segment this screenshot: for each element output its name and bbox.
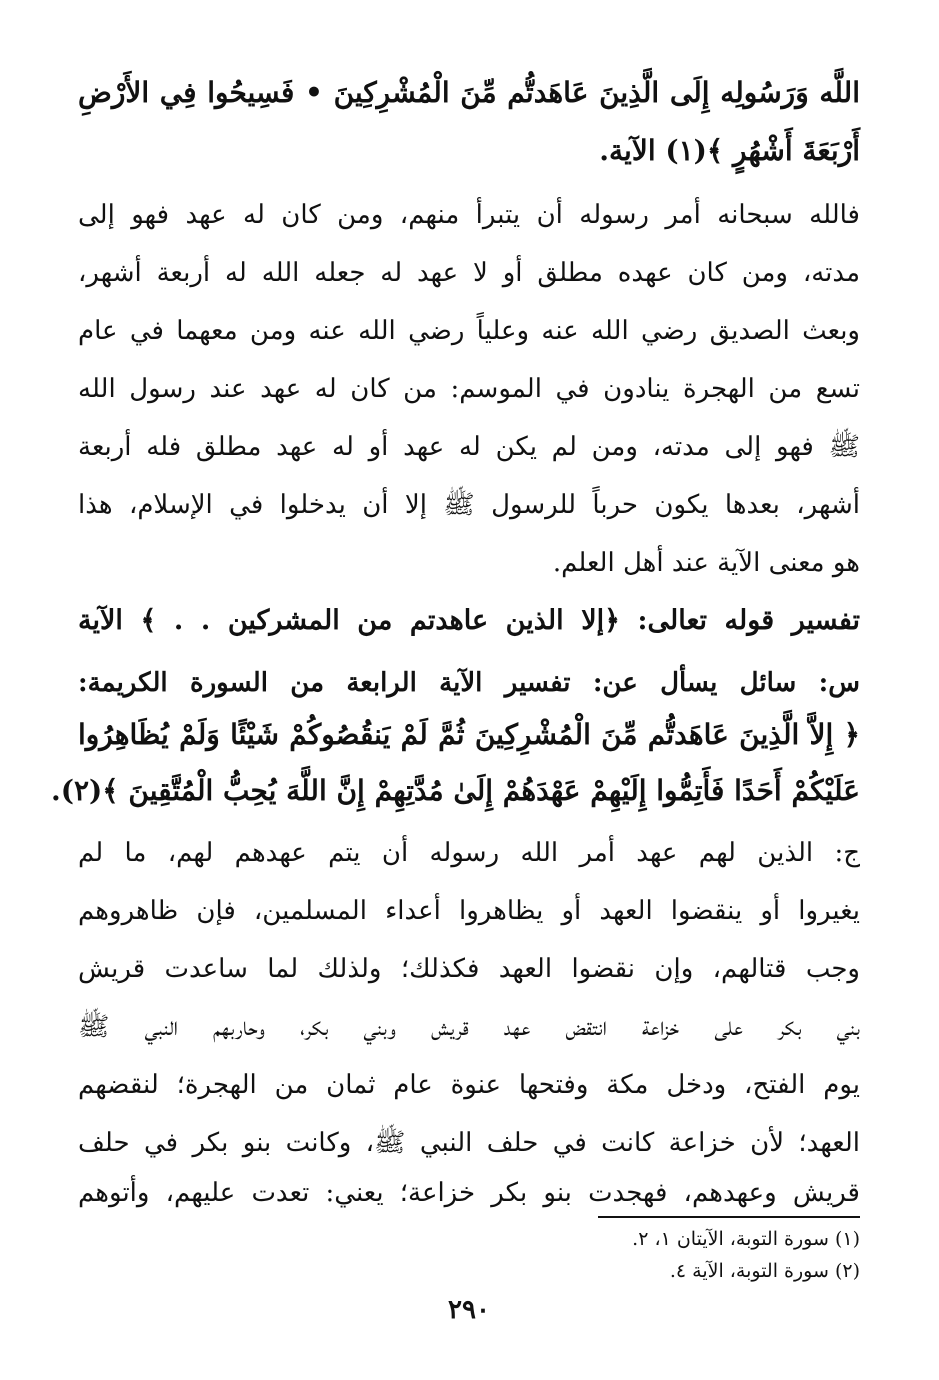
footnote-1: (١) سورة التوبة، الآيتان ١، ٢. — [632, 1228, 860, 1250]
answer-line-6: العهد؛ لأن خزاعة كانت في حلف النبي ﷺ، وكانت بنو بكر في حلف — [78, 1128, 860, 1158]
page-number: ٢٩٠ — [448, 1295, 490, 1325]
answer-line-2: يغيروا أو ينقضوا العهد أو يظاهروا أعداء المسلمين، فإن ظاهروهم — [78, 896, 860, 926]
answer-line-1: ج: الذين لهم عهد أمر الله رسوله أن يتم عهدهم لهم، ما لم — [78, 838, 860, 868]
question-line: س: سائل يسأل عن: تفسير الآية الرابعة من السورة الكريمة: — [78, 668, 860, 698]
paragraph-1-line-1: فالله سبحانه أمر رسوله أن يتبرأ منهم، ومن كان له عهد فهو إلى — [78, 200, 860, 230]
paragraph-1-line-4: تسع من الهجرة ينادون في الموسم: من كان له عهد عند رسول الله — [78, 374, 860, 404]
quoted-verse-line-1: ﴿ إِلاَّ الَّذِينَ عَاهَدتُّم مِّنَ الْمُشْرِكِينَ ثُمَّ لَمْ يَنقُصُوكُمْ شَيْئًا وَلَمْ يُظَاهِرُوا — [78, 718, 860, 751]
paragraph-1-line-5: ﷺ فهو إلى مدته، ومن لم يكن له عهد أو له عهد مطلق فله أربعة — [78, 432, 860, 462]
footnote-2: (٢) سورة التوبة، الآية ٤. — [669, 1260, 860, 1282]
document-page — [50, 62, 860, 1332]
paragraph-1-line-2: مدته، ومن كان عهده مطلق أو لا عهد له جعله الله له أربعة أشهر، — [78, 258, 860, 288]
answer-line-3: وجب قتالهم، وإن نقضوا العهد فكذلك؛ ولذلك لما ساعدت قريش — [78, 954, 860, 984]
footnote-divider — [598, 1216, 860, 1218]
paragraph-1-line-3: وبعث الصديق رضي الله عنه وعلياً رضي الله عنه ومن معهما في عام — [78, 316, 860, 346]
answer-line-5: يوم الفتح، ودخل مكة وفتحها عنوة عام ثمان من الهجرة؛ لنقضهم — [78, 1070, 860, 1100]
section-heading: تفسير قوله تعالى: ﴿إلا الذين عاهدتم من المشركين . . ﴾ الآية — [78, 605, 860, 636]
verse-line-2: أَرْبَعَةَ أَشْهُرٍ ﴾(١) الآية. — [599, 134, 860, 167]
paragraph-1-line-7: هو معنى الآية عند أهل العلم. — [552, 548, 860, 578]
answer-line-4: بني بكر على خزاعة انتقض عهد قريش وبني بكر، وحاربهم النبي ﷺ — [78, 1012, 860, 1042]
verse-line-1: اللَّه وَرَسُولِه إِلَى الَّذِينَ عَاهَدتُّم مِّنَ الْمُشْرِكِينَ • فَسِيحُوا فِي الأَرْضِ — [78, 76, 860, 109]
paragraph-1-line-6: أشهر، بعدها يكون حرباً للرسول ﷺ إلا أن يدخلوا في الإسلام، هذا — [78, 490, 860, 520]
answer-line-7: قريش وعهدهم، فهجدت بنو بكر خزاعة؛ يعني: تعدت عليهم، وأتوهم — [78, 1178, 860, 1208]
quoted-verse-line-2: عَلَيْكُمْ أَحَدًا فَأَتِمُّوا إِلَيْهِمْ عَهْدَهُمْ إِلَىٰ مُدَّتِهِمْ إِنَّ اللَّهَ يُحِبُّ الْمُتَّقِينَ ﴾(٢). — [50, 774, 860, 807]
